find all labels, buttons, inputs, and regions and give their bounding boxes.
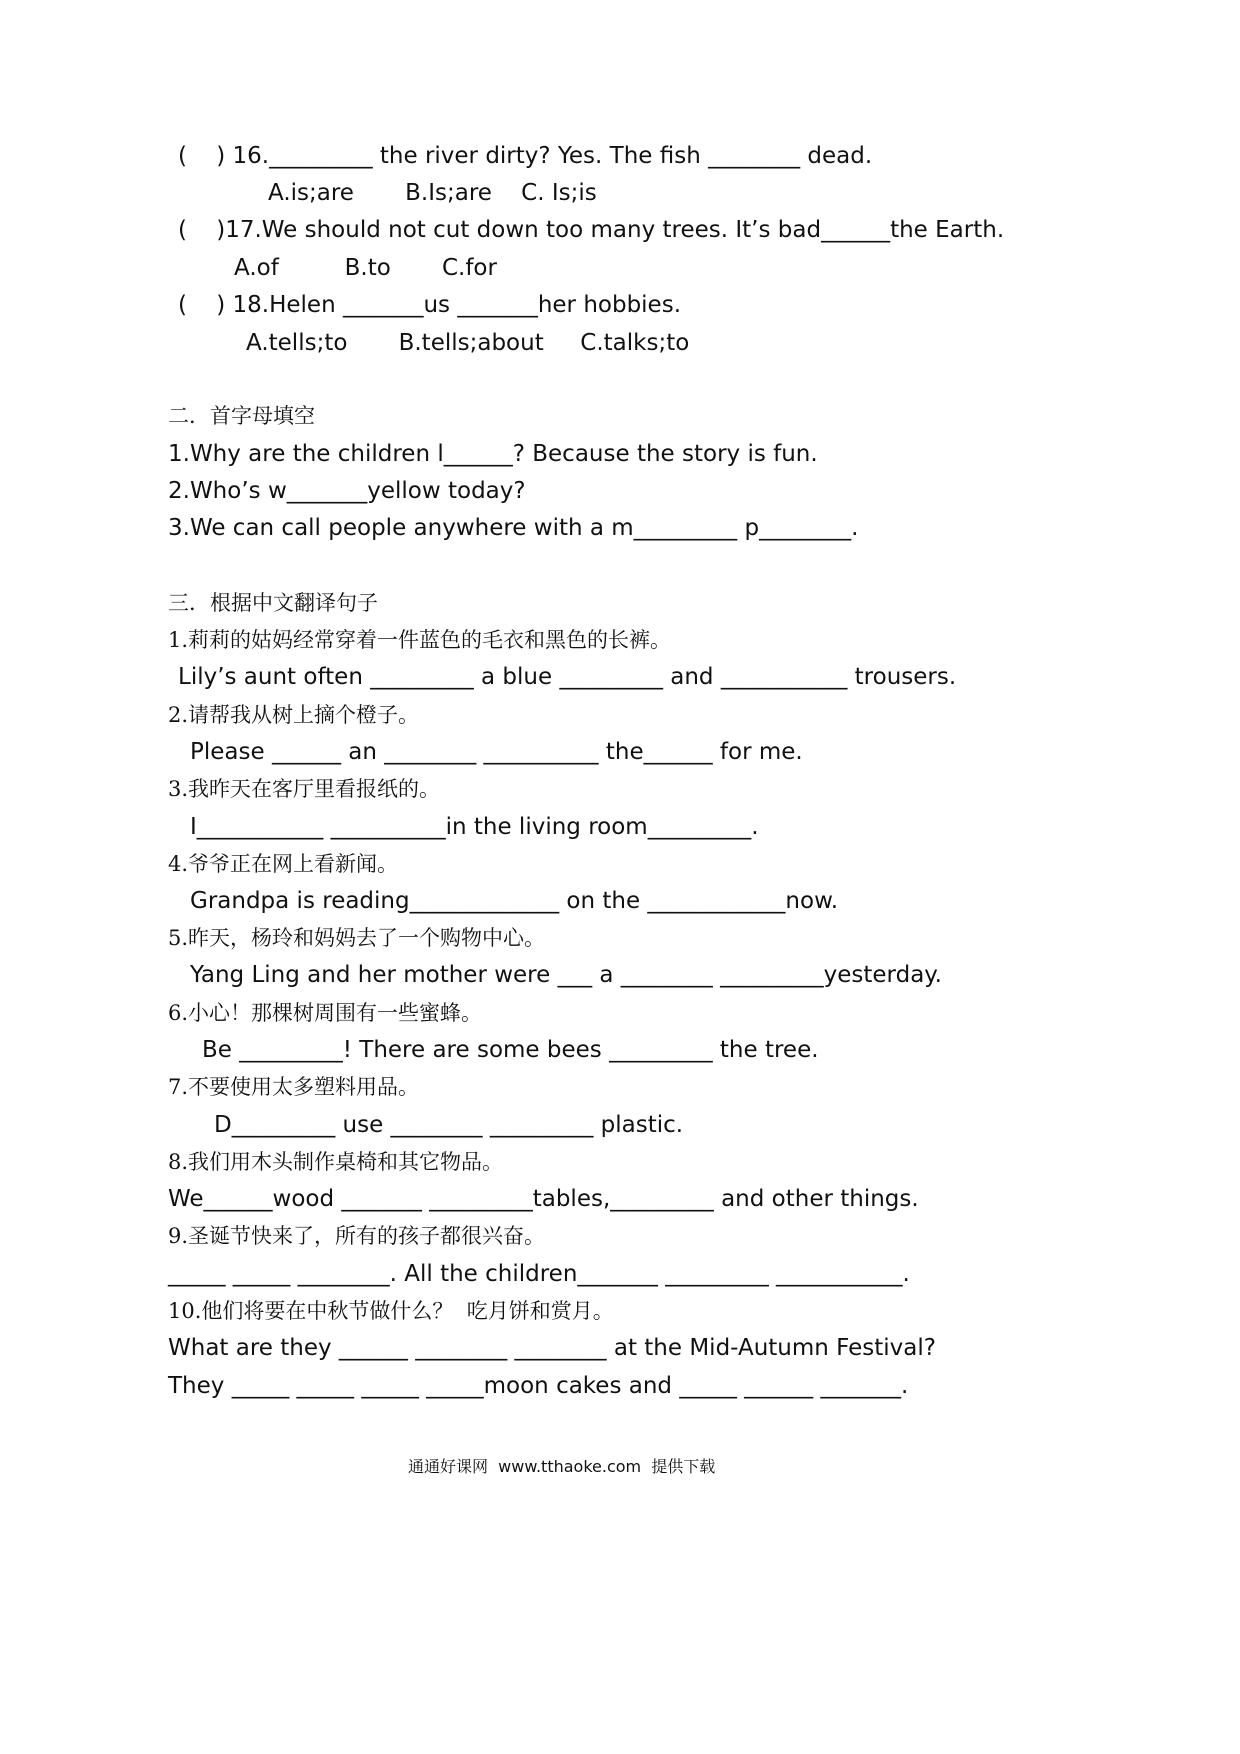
- translation-8-english: We______wood _______ _________tables,_________ and other things.: [168, 1186, 919, 1212]
- translation-1-english: Lily’s aunt often _________ a blue _________ and ___________ trousers.: [178, 664, 957, 690]
- question-16-options: A.is;are B.Is;are C. Is;is: [268, 180, 597, 206]
- translation-10-english-answer: They _____ _____ _____ _____moon cakes and _____ ______ _______.: [168, 1373, 909, 1399]
- translation-2-english: Please ______ an ________ __________ the______ for me.: [190, 739, 803, 765]
- question-17: ( )17.We should not cut down too many trees. It’s bad______the Earth.: [178, 217, 1005, 243]
- translation-9-chinese: 9.圣诞节快来了，所有的孩子都很兴奋。: [168, 1224, 546, 1248]
- translation-5-chinese: 5.昨天，杨玲和妈妈去了一个购物中心。: [168, 926, 546, 950]
- translation-3-chinese: 3.我昨天在客厅里看报纸的。: [168, 777, 441, 801]
- section-3-title: 三．根据中文翻译句子: [168, 591, 378, 615]
- question-18: ( ) 18.Helen _______us _______her hobbies.: [178, 292, 682, 318]
- translation-6-english: Be _________! There are some bees _________ the tree.: [202, 1037, 819, 1063]
- page-footer: 通通好课网 www.tthaoke.com 提供下载: [408, 1457, 716, 1476]
- translation-10-chinese: 10.他们将要在中秋节做什么？ 吃月饼和赏月。: [168, 1299, 614, 1323]
- translation-4-chinese: 4.爷爷正在网上看新闻。: [168, 852, 399, 876]
- translation-7-chinese: 7.不要使用太多塑料用品。: [168, 1075, 420, 1099]
- translation-5-english: Yang Ling and her mother were ___ a ________ _________yesterday.: [190, 962, 942, 988]
- section-2-item-1: 1.Why are the children l______? Because the story is fun.: [168, 441, 818, 467]
- translation-2-chinese: 2.请帮我从树上摘个橙子。: [168, 703, 420, 727]
- translation-6-chinese: 6.小心！那棵树周围有一些蜜蜂。: [168, 1001, 483, 1025]
- question-18-options: A.tells;to B.tells;about C.talks;to: [246, 330, 690, 356]
- question-17-options: A.of B.to C.for: [234, 255, 497, 281]
- section-2-item-2: 2.Who’s w_______yellow today?: [168, 478, 526, 504]
- section-2-item-3: 3.We can call people anywhere with a m_________ p________.: [168, 515, 859, 541]
- translation-7-english: D_________ use ________ _________ plastic.: [214, 1112, 684, 1138]
- question-16: ( ) 16._________ the river dirty? Yes. The fish ________ dead.: [178, 143, 873, 169]
- section-2-title: 二．首字母填空: [168, 404, 315, 428]
- translation-8-chinese: 8.我们用木头制作桌椅和其它物品。: [168, 1150, 504, 1174]
- translation-9-english: _____ _____ ________. All the children_______ _________ ___________.: [168, 1261, 910, 1287]
- translation-4-english: Grandpa is reading_____________ on the ____________now.: [190, 888, 839, 914]
- translation-1-chinese: 1.莉莉的姑妈经常穿着一件蓝色的毛衣和黑色的长裤。: [168, 628, 672, 652]
- translation-3-english: I___________ __________in the living room_________.: [190, 814, 759, 840]
- translation-10-english-question: What are they ______ ________ ________ at the Mid-Autumn Festival?: [168, 1335, 936, 1361]
